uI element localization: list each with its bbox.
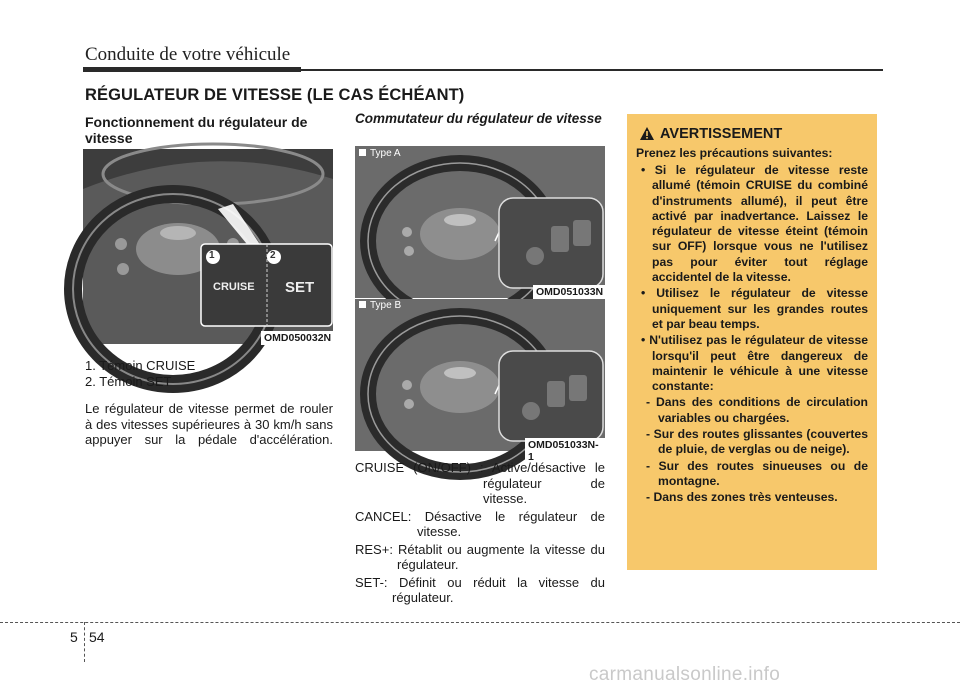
warning-sub-item-3: - Sur des routes sinueuses ou de montagne. <box>646 458 868 488</box>
figure-code-type-a: OMD051033N <box>533 285 606 299</box>
footer-vertical-divider <box>84 622 85 662</box>
warning-intro: Prenez les précautions suivantes: <box>636 146 833 160</box>
warning-heading <box>639 126 782 142</box>
left-paragraph: Le régulateur de vitesse permet de rouler à des vitesses supérieures à 30 km/h sans appuyer sur la pédale d'accélération. <box>85 401 333 447</box>
definition-cruise: CRUISE (ON/OFF) : Active/désactive le régulateur de vitesse. <box>355 460 605 506</box>
figure-code-left: OMD050032N <box>261 331 334 345</box>
definition-set: SET-: Définit ou réduit la vitesse du régulateur. <box>355 574 605 605</box>
steering-wheel-type-b-illustration <box>355 299 605 451</box>
warning-bullet-1: • Si le régulateur de vitesse reste allumé (témoin CRUISE du combiné d'instruments allumé), il peut être activé par inadvertance. Laissez le régulateur de vitesse éteint (témoin sur OFF) lorsque vous ne l'utilisez pas pour éviter tout réglage accidentel de la vitesse. <box>641 163 869 285</box>
instrument-cluster-photo <box>83 149 333 344</box>
footer-divider <box>0 622 960 623</box>
switch-definitions <box>355 460 605 606</box>
definition-res: RES+: Rétablit ou augmente la vitesse du régulateur. <box>355 541 605 572</box>
warning-list <box>636 163 868 506</box>
definition-cancel: CANCEL: Désactive le régulateur de vitesse. <box>355 508 605 539</box>
chapter-header-title: Conduite de votre véhicule <box>85 44 291 65</box>
middle-heading: Commutateur du régulateur de vitesse <box>355 111 602 126</box>
warning-sub-item-1: - Dans des conditions de circulation variables ou chargées. <box>646 395 868 425</box>
type-b-label: Type B <box>359 300 401 312</box>
cruise-indicator-label: CRUISE <box>213 281 255 293</box>
set-indicator-label: SET <box>285 279 315 296</box>
instrument-cluster-illustration <box>83 149 333 344</box>
header-rule <box>83 67 883 73</box>
steering-wheel-type-a-photo <box>355 146 605 298</box>
steering-wheel-type-b-photo <box>355 299 605 463</box>
warning-bullet-3: • N'utilisez pas le régulateur de vitesse lorsqu'il peut être dangereux de maintenir le véhicule à une vitesse constante: <box>641 333 869 394</box>
warning-triangle-icon <box>639 126 655 141</box>
page-number: 54 <box>89 629 105 645</box>
indicator-item-1: 1. Témoin CRUISE <box>85 358 196 373</box>
warning-sub-item-2: - Sur des routes glissantes (couvertes de pluie, de verglas ou de neige). <box>646 427 868 457</box>
warning-sub-item-4: - Dans des zones très venteuses. <box>646 490 838 505</box>
warning-box <box>627 114 877 570</box>
warning-bullet-2: • Utilisez le régulateur de vitesse uniquement sur les grandes routes et par beau temps. <box>641 286 868 331</box>
marker-1: 1 <box>209 250 215 261</box>
watermark-text: carmanualsonline.info <box>589 664 781 685</box>
left-heading: Fonctionnement du régulateur de vitesse <box>85 114 308 146</box>
chapter-number: 5 <box>70 629 78 645</box>
steering-wheel-type-a-illustration <box>355 146 605 298</box>
warning-title: AVERTISSEMENT <box>660 126 783 142</box>
indicator-item-2: 2. Témoin SET <box>85 374 172 389</box>
type-a-label: Type A <box>359 148 401 160</box>
figure-code-type-b: OMD051033N-1 <box>525 438 605 464</box>
section-title: RÉGULATEUR DE VITESSE (LE CAS ÉCHÉANT) <box>85 86 465 104</box>
marker-2: 2 <box>270 250 276 261</box>
